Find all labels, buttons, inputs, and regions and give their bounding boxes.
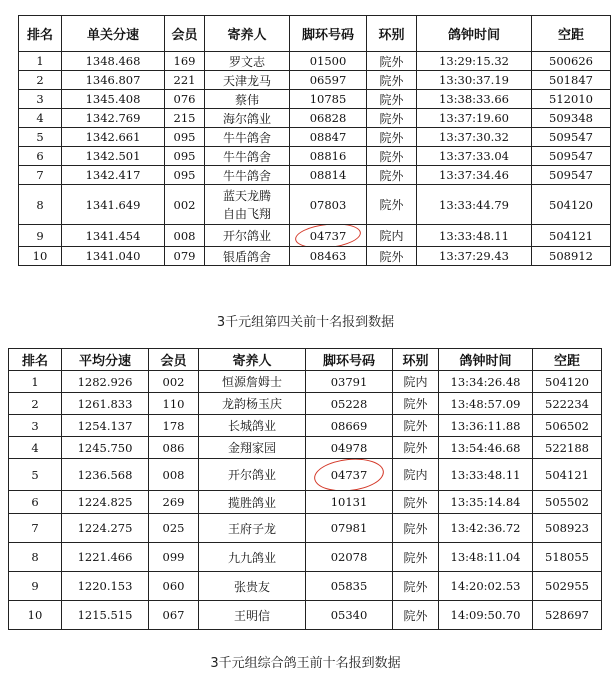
header-ring-number: 脚环号码 bbox=[306, 349, 393, 371]
ring-number-cell: 02078 bbox=[306, 543, 393, 572]
table-row bbox=[19, 71, 611, 90]
speed-cell: 1245.750 bbox=[62, 437, 149, 459]
member-cell: 095 bbox=[165, 166, 205, 185]
ring-type-cell: 院外 bbox=[393, 491, 439, 514]
speed-cell: 1215.515 bbox=[62, 601, 149, 630]
clock-time-cell: 13:33:48.11 bbox=[417, 225, 532, 247]
owner-cell: 银盾鸽舍 bbox=[205, 247, 290, 266]
member-cell: 076 bbox=[165, 90, 205, 109]
owner-cell: 开尔鸽业 bbox=[205, 225, 290, 247]
rank-cell: 10 bbox=[9, 601, 62, 630]
owner-cell: 长城鸽业 bbox=[199, 415, 306, 437]
member-cell: 002 bbox=[149, 371, 199, 393]
member-cell: 095 bbox=[165, 128, 205, 147]
highlighted-ring-number bbox=[331, 468, 368, 482]
table-row bbox=[19, 128, 611, 147]
clock-time-cell: 13:48:57.09 bbox=[439, 393, 533, 415]
table-row bbox=[19, 147, 611, 166]
clock-time-cell: 13:48:11.04 bbox=[439, 543, 533, 572]
header-avg-speed: 平均分速 bbox=[62, 349, 149, 371]
distance-cell: 504121 bbox=[533, 459, 602, 491]
distance-cell: 502955 bbox=[533, 572, 602, 601]
rank-cell: 5 bbox=[9, 459, 62, 491]
speed-cell: 1346.807 bbox=[62, 71, 165, 90]
clock-time-cell: 13:33:44.79 bbox=[417, 185, 532, 225]
member-cell: 086 bbox=[149, 437, 199, 459]
owner-cell: 金翔家园 bbox=[199, 437, 306, 459]
owner-cell: 罗文志 bbox=[205, 52, 290, 71]
distance-cell: 509547 bbox=[532, 128, 611, 147]
member-cell: 067 bbox=[149, 601, 199, 630]
speed-cell: 1224.275 bbox=[62, 514, 149, 543]
ring-number-cell: 04978 bbox=[306, 437, 393, 459]
distance-cell: 509348 bbox=[532, 109, 611, 128]
rank-cell: 9 bbox=[9, 572, 62, 601]
distance-cell: 500626 bbox=[532, 52, 611, 71]
rank-cell: 8 bbox=[9, 543, 62, 572]
ring-number-cell: 03791 bbox=[306, 371, 393, 393]
ring-number-cell: 05835 bbox=[306, 572, 393, 601]
clock-time-cell: 13:38:33.66 bbox=[417, 90, 532, 109]
speed-cell: 1342.769 bbox=[62, 109, 165, 128]
header-distance: 空距 bbox=[532, 16, 611, 52]
ring-type-cell: 院外 bbox=[367, 109, 417, 128]
rank-cell: 1 bbox=[19, 52, 62, 71]
member-cell: 169 bbox=[165, 52, 205, 71]
speed-cell: 1345.408 bbox=[62, 90, 165, 109]
speed-cell: 1342.661 bbox=[62, 128, 165, 147]
rank-cell: 4 bbox=[9, 437, 62, 459]
header-rank: 排名 bbox=[19, 16, 62, 52]
rank-cell: 4 bbox=[19, 109, 62, 128]
owner-cell: 王府子龙 bbox=[199, 514, 306, 543]
ring-number-cell: 06597 bbox=[290, 71, 367, 90]
member-cell: 002 bbox=[165, 185, 205, 225]
table-row bbox=[9, 393, 602, 415]
owner-cell: 龙韵杨玉庆 bbox=[199, 393, 306, 415]
rank-cell: 2 bbox=[9, 393, 62, 415]
clock-time-cell: 14:20:02.53 bbox=[439, 572, 533, 601]
rank-cell: 2 bbox=[19, 71, 62, 90]
ring-number-cell: 07803 bbox=[290, 185, 367, 225]
ring-number-cell: 05340 bbox=[306, 601, 393, 630]
ring-type-cell: 院内 bbox=[393, 371, 439, 393]
owner-cell: 张贵友 bbox=[199, 572, 306, 601]
owner-cell: 牛牛鸽舍 bbox=[205, 128, 290, 147]
highlighted-ring-number bbox=[310, 229, 347, 243]
speed-cell: 1342.501 bbox=[62, 147, 165, 166]
speed-cell: 1341.040 bbox=[62, 247, 165, 266]
member-cell: 008 bbox=[165, 225, 205, 247]
clock-time-cell: 13:37:34.46 bbox=[417, 166, 532, 185]
owner-cell: 恒源詹姆士 bbox=[199, 371, 306, 393]
distance-cell: 522188 bbox=[533, 437, 602, 459]
owner-cell: 牛牛鸽舍 bbox=[205, 147, 290, 166]
distance-cell: 508912 bbox=[532, 247, 611, 266]
distance-cell: 506502 bbox=[533, 415, 602, 437]
table-row bbox=[9, 415, 602, 437]
rank-cell: 5 bbox=[19, 128, 62, 147]
table-header-row bbox=[9, 349, 602, 371]
table-row bbox=[9, 514, 602, 543]
clock-time-cell: 13:37:33.04 bbox=[417, 147, 532, 166]
speed-cell: 1224.825 bbox=[62, 491, 149, 514]
speed-cell: 1342.417 bbox=[62, 166, 165, 185]
ring-number-cell: 07981 bbox=[306, 514, 393, 543]
header-ring-type: 环别 bbox=[393, 349, 439, 371]
distance-cell: 522234 bbox=[533, 393, 602, 415]
owner-cell: 牛牛鸽舍 bbox=[205, 166, 290, 185]
owner-cell: 揽胜鸽业 bbox=[199, 491, 306, 514]
ring-type-cell: 院外 bbox=[367, 128, 417, 147]
ring-type-cell: 院外 bbox=[393, 543, 439, 572]
header-owner: 寄养人 bbox=[199, 349, 306, 371]
ring-type-cell: 院外 bbox=[393, 601, 439, 630]
table-header-row bbox=[19, 16, 611, 52]
ring-type-cell: 院外 bbox=[393, 393, 439, 415]
member-cell: 079 bbox=[165, 247, 205, 266]
ring-number-cell: 08816 bbox=[290, 147, 367, 166]
ring-type-cell: 院外 bbox=[393, 437, 439, 459]
owner-cell: 海尔鸽业 bbox=[205, 109, 290, 128]
ring-type-cell: 院外 bbox=[393, 572, 439, 601]
speed-cell: 1220.153 bbox=[62, 572, 149, 601]
ring-type-cell: 院外 bbox=[393, 415, 439, 437]
rank-cell: 8 bbox=[19, 185, 62, 225]
member-cell: 025 bbox=[149, 514, 199, 543]
ring-type-cell: 院外 bbox=[367, 52, 417, 71]
rank-cell: 3 bbox=[19, 90, 62, 109]
speed-cell: 1236.568 bbox=[62, 459, 149, 491]
member-cell: 178 bbox=[149, 415, 199, 437]
rank-cell: 3 bbox=[9, 415, 62, 437]
ring-number-cell: 10785 bbox=[290, 90, 367, 109]
member-cell: 008 bbox=[149, 459, 199, 491]
ring-type-cell: 院外 bbox=[367, 71, 417, 90]
table-row bbox=[19, 225, 611, 247]
header-ring-number: 脚环号码 bbox=[290, 16, 367, 52]
ring-number-cell: 05228 bbox=[306, 393, 393, 415]
header-clock-time: 鸽钟时间 bbox=[439, 349, 533, 371]
distance-cell: 509547 bbox=[532, 147, 611, 166]
owner-cell: 蓝天龙腾 自由飞翔 bbox=[205, 185, 290, 225]
distance-cell: 509547 bbox=[532, 166, 611, 185]
header-owner: 寄养人 bbox=[205, 16, 290, 52]
table-row bbox=[19, 109, 611, 128]
distance-cell: 501847 bbox=[532, 71, 611, 90]
rank-cell: 6 bbox=[19, 147, 62, 166]
ring-number-text: 04737 bbox=[330, 467, 368, 482]
ring-type-cell: 院外 bbox=[393, 514, 439, 543]
table-row bbox=[19, 247, 611, 266]
table-overall-champion bbox=[8, 348, 602, 630]
speed-cell: 1261.833 bbox=[62, 393, 149, 415]
member-cell: 221 bbox=[165, 71, 205, 90]
rank-cell: 9 bbox=[19, 225, 62, 247]
ring-type-cell: 院外 bbox=[367, 247, 417, 266]
ring-number-cell bbox=[290, 225, 367, 247]
distance-cell: 528697 bbox=[533, 601, 602, 630]
header-clock-time: 鸽钟时间 bbox=[417, 16, 532, 52]
distance-cell: 504120 bbox=[532, 185, 611, 225]
owner-cell: 九九鸽业 bbox=[199, 543, 306, 572]
ring-type-cell: 院内 bbox=[367, 225, 417, 247]
ring-number-cell: 08814 bbox=[290, 166, 367, 185]
owner-cell: 蔡伟 bbox=[205, 90, 290, 109]
header-member: 会员 bbox=[149, 349, 199, 371]
header-rank: 排名 bbox=[9, 349, 62, 371]
table-row bbox=[9, 437, 602, 459]
table-row bbox=[9, 459, 602, 491]
speed-cell: 1348.468 bbox=[62, 52, 165, 71]
table-row bbox=[19, 166, 611, 185]
table-row bbox=[19, 52, 611, 71]
clock-time-cell: 13:37:19.60 bbox=[417, 109, 532, 128]
clock-time-cell: 13:42:36.72 bbox=[439, 514, 533, 543]
ring-number-cell: 08463 bbox=[290, 247, 367, 266]
speed-cell: 1341.454 bbox=[62, 225, 165, 247]
clock-time-cell: 13:37:30.32 bbox=[417, 128, 532, 147]
speed-cell: 1341.649 bbox=[62, 185, 165, 225]
clock-time-cell: 13:34:26.48 bbox=[439, 371, 533, 393]
ring-type-cell: 院外 bbox=[367, 147, 417, 166]
distance-cell: 504120 bbox=[533, 371, 602, 393]
distance-cell: 508923 bbox=[533, 514, 602, 543]
ring-number-cell: 01500 bbox=[290, 52, 367, 71]
ring-number-cell: 08669 bbox=[306, 415, 393, 437]
clock-time-cell: 13:35:14.84 bbox=[439, 491, 533, 514]
clock-time-cell: 13:54:46.68 bbox=[439, 437, 533, 459]
header-ring-type: 环别 bbox=[367, 16, 417, 52]
clock-time-cell: 13:36:11.88 bbox=[439, 415, 533, 437]
ring-number-text: 04737 bbox=[309, 228, 347, 243]
member-cell: 215 bbox=[165, 109, 205, 128]
member-cell: 110 bbox=[149, 393, 199, 415]
clock-time-cell: 14:09:50.70 bbox=[439, 601, 533, 630]
clock-time-cell: 13:29:15.32 bbox=[417, 52, 532, 71]
table-row bbox=[9, 572, 602, 601]
table-row bbox=[9, 601, 602, 630]
rank-cell: 7 bbox=[9, 514, 62, 543]
table-row bbox=[9, 371, 602, 393]
rank-cell: 7 bbox=[19, 166, 62, 185]
member-cell: 269 bbox=[149, 491, 199, 514]
rank-cell: 10 bbox=[19, 247, 62, 266]
header-speed: 单关分速 bbox=[62, 16, 165, 52]
ring-number-cell bbox=[306, 459, 393, 491]
member-cell: 060 bbox=[149, 572, 199, 601]
rank-cell: 1 bbox=[9, 371, 62, 393]
table-row bbox=[9, 543, 602, 572]
table-caption-overall-champion: 3千元组综合鸽王前十名报到数据 bbox=[210, 656, 401, 671]
header-distance: 空距 bbox=[533, 349, 602, 371]
distance-cell: 512010 bbox=[532, 90, 611, 109]
ring-type-cell: 院外 bbox=[367, 185, 417, 225]
member-cell: 095 bbox=[165, 147, 205, 166]
member-cell: 099 bbox=[149, 543, 199, 572]
table-caption-fourth-stage: 3千元组第四关前十名报到数据 bbox=[216, 315, 395, 330]
table-fourth-stage bbox=[18, 15, 611, 266]
ring-number-cell: 10131 bbox=[306, 491, 393, 514]
clock-time-cell: 13:33:48.11 bbox=[439, 459, 533, 491]
ring-type-cell: 院外 bbox=[367, 90, 417, 109]
ring-number-cell: 06828 bbox=[290, 109, 367, 128]
ring-type-cell: 院内 bbox=[393, 459, 439, 491]
ring-number-cell: 08847 bbox=[290, 128, 367, 147]
speed-cell: 1221.466 bbox=[62, 543, 149, 572]
owner-cell: 开尔鸽业 bbox=[199, 459, 306, 491]
distance-cell: 505502 bbox=[533, 491, 602, 514]
table-row bbox=[9, 491, 602, 514]
ring-type-cell: 院外 bbox=[367, 166, 417, 185]
clock-time-cell: 13:37:29.43 bbox=[417, 247, 532, 266]
distance-cell: 504121 bbox=[532, 225, 611, 247]
table-row bbox=[19, 90, 611, 109]
clock-time-cell: 13:30:37.19 bbox=[417, 71, 532, 90]
distance-cell: 518055 bbox=[533, 543, 602, 572]
speed-cell: 1282.926 bbox=[62, 371, 149, 393]
header-member: 会员 bbox=[165, 16, 205, 52]
rank-cell: 6 bbox=[9, 491, 62, 514]
owner-cell: 王明信 bbox=[199, 601, 306, 630]
speed-cell: 1254.137 bbox=[62, 415, 149, 437]
owner-cell: 天津龙马 bbox=[205, 71, 290, 90]
table-row bbox=[19, 185, 611, 225]
